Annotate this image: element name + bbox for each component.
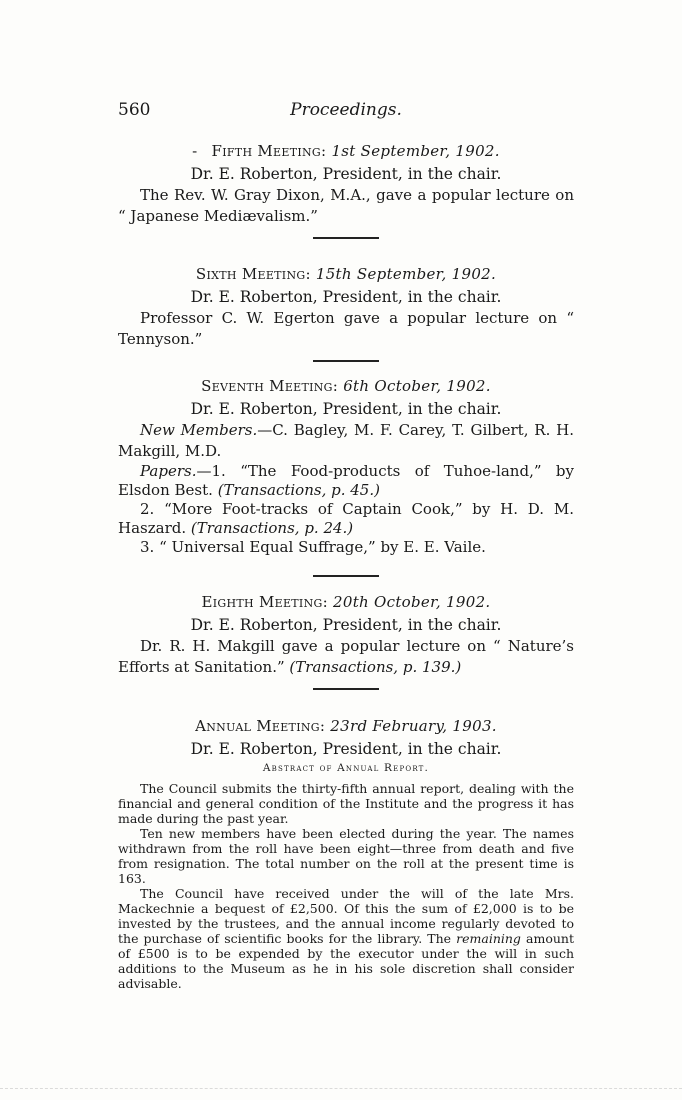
chair-line: Dr. E. Roberton, President, in the chair. xyxy=(190,616,502,634)
report-paragraph-1: The Council submits the thirty-fifth annual report, dealing with the financial and general condition of the Institute and the progress it has made during the past year. xyxy=(118,781,574,826)
meeting-name: Sixth Meeting xyxy=(195,265,306,283)
section-divider xyxy=(313,237,379,239)
seventh-meeting-section xyxy=(118,376,574,577)
report-paragraph-3-start: The Council have received under the will of the late Mrs. Mackechnie a bequest of £2,500. Of this the sum of £2,000 is to be invested by the trustees, and the annual income regularly devoted to the purchase of scientific books for the library. The xyxy=(118,886,574,946)
page-number: 560 xyxy=(118,100,151,120)
paper-2-paragraph xyxy=(118,500,574,538)
section-divider xyxy=(313,575,379,577)
fifth-meeting-section xyxy=(118,141,574,239)
annual-meeting-section xyxy=(118,716,574,991)
paper-2-text: 2. “More Foot-tracks of Captain Cook,” by H. D. M. Haszard. xyxy=(118,500,574,537)
running-head: Proceedings. xyxy=(290,100,402,120)
report-paragraph-3-end: amount of £500 is to be expended by the executor under the will in such additions to the Museum as he in his sole discretion shall consider advisable. xyxy=(118,931,574,991)
paper-2-reference: (Transactions, p. 24.) xyxy=(190,519,354,537)
section-divider xyxy=(313,360,379,362)
annual-meeting-title: Annual Meeting: 23rd February, 1903. xyxy=(195,717,497,735)
sixth-meeting-section xyxy=(118,264,574,362)
title-dash: - xyxy=(192,142,198,160)
meeting-name: Eighth Meeting xyxy=(201,593,323,611)
meeting-name: Seventh Meeting xyxy=(201,377,333,395)
paper-3-paragraph: 3. “ Universal Equal Suffrage,” by E. E. Vaile. xyxy=(140,538,486,556)
paper-1-reference: (Transactions, p. 45.) xyxy=(217,481,380,499)
paper-1-text: —1. “The Food-products of Tuhoe-land,” by Elsdon Best. xyxy=(118,462,574,499)
sixth-meeting-title: Sixth Meeting: 15th September, 1902. xyxy=(195,265,497,283)
fifth-meeting-title: - Fifth Meeting: 1st September, 1902. xyxy=(192,142,500,160)
chair-line: Dr. E. Roberton, President, in the chair. xyxy=(190,288,502,306)
new-members-paragraph xyxy=(118,420,574,462)
new-members-label: New Members. xyxy=(140,421,258,439)
meeting-paragraph: The Rev. W. Gray Dixon, M.A., gave a popular lecture on “ Japanese Mediævalism.” xyxy=(118,186,574,225)
chair-line: Dr. E. Roberton, President, in the chair. xyxy=(190,740,502,758)
seventh-meeting-title: Seventh Meeting: 6th October, 1902. xyxy=(201,377,491,395)
meeting-date: 1st September, 1902. xyxy=(331,142,500,160)
meeting-date: 20th October, 1902. xyxy=(333,593,491,611)
meeting-name: Annual Meeting xyxy=(195,717,320,735)
eighth-meeting-title: Eighth Meeting: 20th October, 1902. xyxy=(201,593,491,611)
meeting-paragraph xyxy=(118,636,574,678)
chair-line: Dr. E. Roberton, President, in the chair. xyxy=(190,400,502,418)
meeting-date: 15th September, 1902. xyxy=(315,265,497,283)
lecture-text: Dr. R. H. Makgill gave a popular lecture on “ Nature’s Efforts at Sanitation.” xyxy=(118,637,574,676)
papers-paragraph xyxy=(118,462,574,500)
eighth-meeting-section xyxy=(118,592,574,690)
chair-line: Dr. E. Roberton, President, in the chair. xyxy=(190,165,502,183)
meeting-paragraph: Professor C. W. Egerton gave a popular lecture on “ Tennyson.” xyxy=(118,309,574,348)
page-header xyxy=(118,100,574,124)
abstract-title: Abstract of Annual Report. xyxy=(262,762,430,774)
section-divider xyxy=(313,688,379,690)
papers-label: Papers. xyxy=(140,462,197,480)
new-members-text: —C. Bagley, M. F. Carey, T. Gilbert, R. H. Makgill, M.D. xyxy=(118,421,574,460)
report-paragraph-2: Ten new members have been elected during the year. The names withdrawn from the roll have been eight—three from death and five from resignation. The total number on the roll at the present time is 163. xyxy=(118,826,574,886)
bottom-edge-marks xyxy=(0,1088,682,1090)
meeting-name: Fifth Meeting xyxy=(211,142,322,160)
report-paragraph-3 xyxy=(118,886,574,991)
report-paragraph-3-italic: remaining xyxy=(456,931,521,946)
lecture-reference: (Transactions, p. 139.) xyxy=(289,658,462,676)
meeting-date: 6th October, 1902. xyxy=(343,377,491,395)
meeting-date: 23rd February, 1903. xyxy=(330,717,497,735)
